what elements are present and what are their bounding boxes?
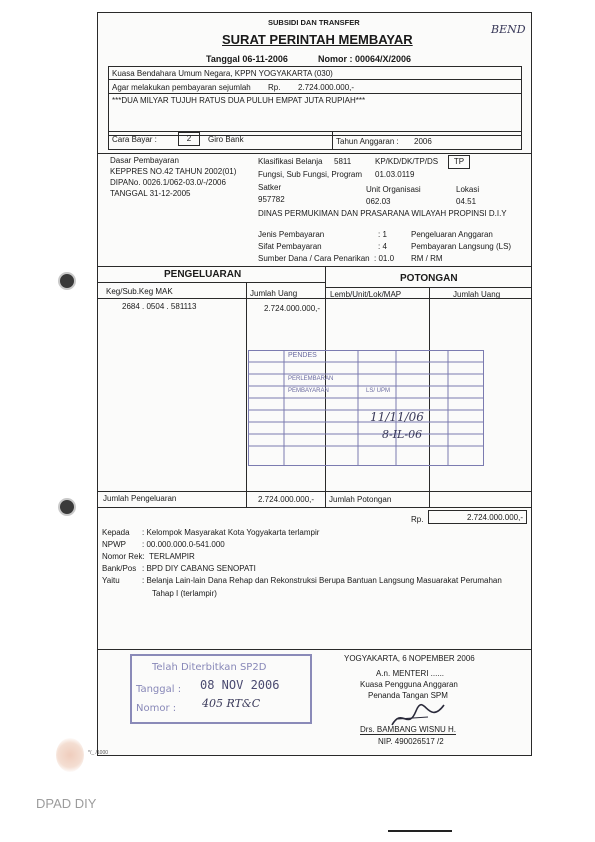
dasar-tanggal: TANGGAL 31-12-2005 [110,189,191,198]
bottom-dash [388,830,452,832]
stamp-grid-r3: PEMBAYARAN [288,388,329,394]
norek-value: TERLAMPIR [149,552,195,561]
yaitu-value-2: Tahap I (terlampir) [152,589,217,598]
dasar-dipa: DIPANo. 0026.1/062-03.0/-/2006 [110,178,226,187]
jenis-label: Jenis Pembayaran [258,230,325,239]
kuasa-text: Kuasa Bendahara Umum Negara, KPPN YOGYAKARTA (030) [112,69,333,78]
total-pengeluaran-label: Jumlah Pengeluaran [103,494,177,503]
sifat-code: : 4 [378,242,387,251]
stamp-nomor-value: 405 RT&C [202,697,261,710]
npwp-label: NPWP [102,540,126,549]
sumber-label: Sumber Dana / Cara Penarikan [258,254,370,263]
fungsi-label: Fungsi, Sub Fungsi, Program [258,170,363,179]
unit-value: 062.03 [366,197,391,206]
klasifikasi-tp [448,155,470,169]
bank-value: : BPD DIY CABANG SENOPATI [142,564,256,573]
footer-mark: */_ /1000 [88,750,109,756]
yaitu-label: Yaitu [102,576,120,585]
rp-total-label: Rp. [411,515,424,524]
unit-label: Unit Organisasi [366,185,421,194]
watermark: DPAD DIY [36,796,97,811]
row-mak: 2684 . 0504 . 581113 [122,302,197,311]
doc-title: SURAT PERINTAH MEMBAYAR [222,32,413,47]
sifat-value: Pembayaran Langsung (LS) [411,242,512,251]
stamp-grid-handwriting: 11/11/06 [370,410,424,424]
jenis-code: : 1 [378,230,387,239]
stamp-tanggal-value: 08 NOV 2006 [200,678,280,692]
klasifikasi-tp-text: TP [453,157,465,166]
dasar-keppres: KEPPRES NO.42 TAHUN 2002(01) [110,167,237,176]
sign-nip: NIP. 490026517 /2 [378,737,444,746]
total-pengeluaran-value: 2.724.000.000,- [258,495,315,504]
punch-hole-top [58,272,76,290]
terbilang-text: ***DUA MILYAR TUJUH RATUS DUA PULUH EMPAT JUTA RUPIAH*** [112,96,366,105]
pengeluaran-title: PENGELUARAN [164,269,242,280]
sumber-value: RM / RM [411,254,443,263]
jenis-value: Pengeluaran Anggaran [411,230,493,239]
sign-kuasa: Kuasa Pengguna Anggaran [360,680,458,689]
stamp-grid-r2: PERLEMBARAN [288,376,334,382]
bank-label: Bank/Pos [102,564,137,573]
stamp-grid [248,350,484,466]
kepada-value: : Kelompok Masyarakat Kota Yogyakarta terlampir [142,528,320,537]
lokasi-label: Lokasi [456,185,480,194]
seal-icon [56,738,84,772]
klasifikasi-code: 5811 [334,157,352,166]
kepada-label: Kepada [102,528,130,537]
cara-bayar-value: Giro Bank [208,135,244,144]
cara-bayar-code-text: 2 [186,134,192,143]
sign-place-date: YOGYAKARTA, 6 NOPEMBER 2006 [344,654,475,663]
potongan-col2: Jumlah Uang [453,290,501,299]
agar-amount: 2.724.000.000,- [298,83,355,92]
pengeluaran-col2: Jumlah Uang [250,289,298,298]
norek-label: Nomor Rek: [102,552,145,561]
sumber-code: : 01.0 [374,254,395,263]
tahun-anggaran-value: 2006 [414,137,432,146]
fungsi-value: 01.03.0119 [375,170,415,179]
satker-label: Satker [258,183,282,192]
potongan-col1: Lemb/Unit/Lok/MAP [330,290,402,299]
potongan-title: POTONGAN [400,273,458,284]
cara-bayar-box [108,131,522,150]
sign-an: A.n. MENTERI ...... [376,669,445,678]
stamp-grid-r4: LS/ UPM [366,388,391,394]
stamp-line1: Telah Diterbitkan SP2D [152,662,267,673]
stamp-nomor-label: Nomor : [136,703,177,714]
stamp-grid-r1: PENDES [288,352,317,359]
agar-rp: Rp. [268,83,281,92]
dasar-label: Dasar Pembayaran [110,156,179,165]
dinas-text: DINAS PERMUKIMAN DAN PRASARANA WILAYAH PROPINSI D.I.Y [258,209,507,218]
sifat-label: Sifat Pembayaran [258,242,322,251]
npwp-value: : 00.000.000.0-541.000 [142,540,225,549]
cara-bayar-label: Cara Bayar : [112,135,157,144]
sign-name: Drs. BAMBANG WISNU H. [360,725,457,734]
klasifikasi-label: Klasifikasi Belanja [258,157,323,166]
rp-total-value: 2.724.000.000,- [466,513,523,522]
klasifikasi-kpk: KP/KD/DK/TP/DS [375,157,439,166]
tahun-anggaran-label: Tahun Anggaran : [336,137,399,146]
yaitu-value-1: : Belanja Lain-lain Dana Rehap dan Rekonstruksi Berupa Bantuan Langsung Masuarakat Perumahan [142,576,502,585]
cara-bayar-code [178,132,200,146]
stamp-tanggal-label: Tanggal : [136,684,182,695]
doc-date: Tanggal 06-11-2006 [206,54,288,64]
agar-label: Agar melakukan pembayaran sejumlah [112,83,251,92]
doc-number: Nomor : 00064/X/2006 [318,54,412,64]
corner-note: BEND [491,23,526,36]
row-amount: 2.724.000.000,- [264,304,321,313]
lokasi-value: 04.51 [456,197,477,206]
doc-subtitle: SUBSIDI DAN TRANSFER [268,18,360,27]
pengeluaran-col1: Keg/Sub.Keg MAK [106,287,173,296]
stamp-grid-handwriting-2: 8-IL-06 [382,428,423,441]
sign-penanda: Penanda Tangan SPM [368,691,448,700]
satker-value: 957782 [258,195,285,204]
punch-hole-bottom [58,498,76,516]
rp-total-box [428,510,527,524]
total-potongan-label: Jumlah Potongan [329,495,392,504]
